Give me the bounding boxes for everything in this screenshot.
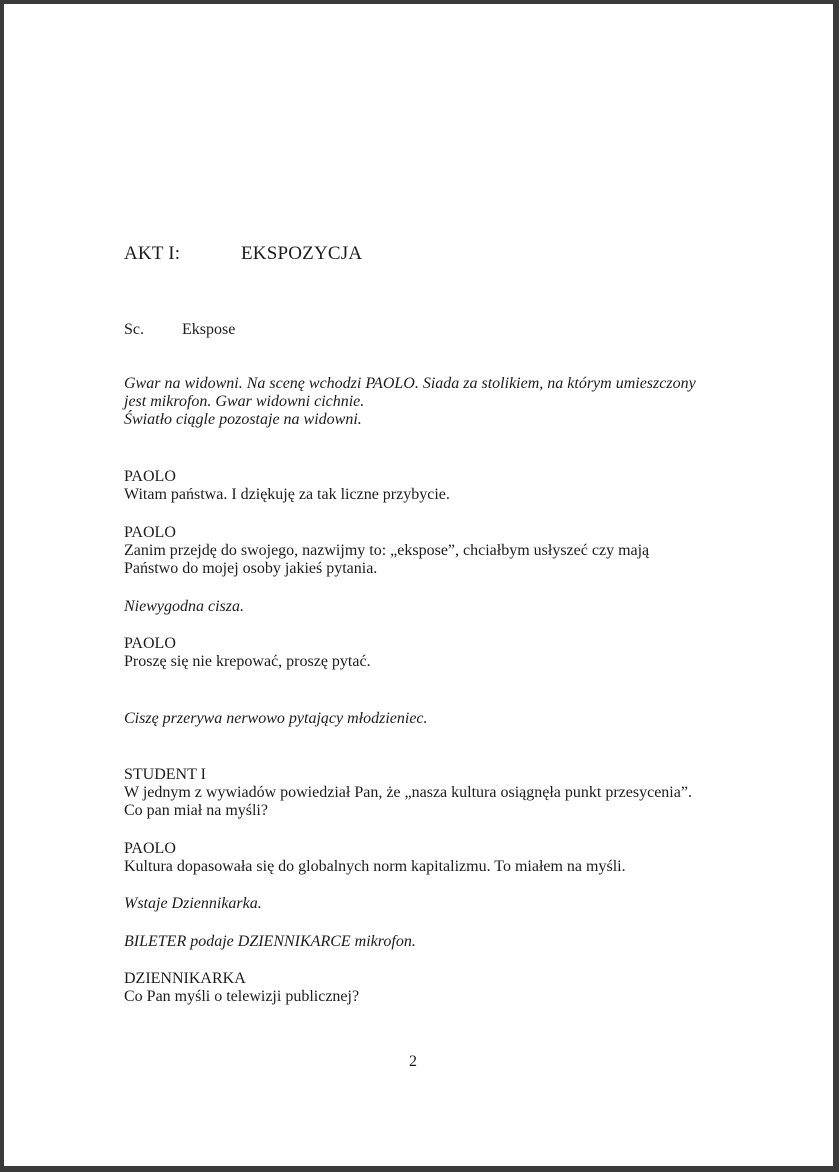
- stage-direction: Wstaje Dziennikarka.: [124, 895, 262, 912]
- stage-direction: BILETER podaje DZIENNIKARCE mikrofon.: [124, 933, 416, 950]
- dialogue-line: Zanim przejdę do swojego, nazwijmy to: „ekspose”, chciałbym usłyszeć czy mają: [124, 542, 650, 559]
- speaker-name: PAOLO: [124, 840, 176, 857]
- dialogue-line: Witam państwa. I dziękuję za tak liczne przybycie.: [124, 486, 450, 503]
- dialogue-line: W jednym z wywiadów powiedział Pan, że „nasza kultura osiągnęła punkt przesycenia”.: [124, 784, 692, 801]
- speaker-name: DZIENNIKARKA: [124, 970, 246, 987]
- act-label: AKT I:: [124, 243, 181, 264]
- page-number: 2: [409, 1053, 417, 1070]
- stage-direction: Ciszę przerywa nerwowo pytający młodzieniec.: [124, 710, 428, 727]
- dialogue-line: Kultura dopasowała się do globalnych norm kapitalizmu. To miałem na myśli.: [124, 858, 626, 875]
- speaker-name: PAOLO: [124, 468, 176, 485]
- speaker-name: PAOLO: [124, 635, 176, 652]
- stage-direction: jest mikrofon. Gwar widowni cichnie.: [124, 393, 365, 410]
- script-page: [4, 4, 833, 1166]
- dialogue-line: Co Pan myśli o telewizji publicznej?: [124, 988, 360, 1005]
- dialogue-line: Co pan miał na myśli?: [124, 802, 268, 819]
- speaker-name: PAOLO: [124, 524, 176, 541]
- speaker-name: STUDENT I: [124, 766, 206, 783]
- dialogue-line: Państwo do mojej osoby jakieś pytania.: [124, 560, 378, 577]
- act-title: EKSPOZYCJA: [241, 243, 363, 264]
- stage-direction: Gwar na widowni. Na scenę wchodzi PAOLO. Siada za stolikiem, na którym umieszczony: [124, 375, 696, 392]
- stage-direction: Światło ciągle pozostaje na widowni.: [124, 411, 362, 428]
- stage-direction: Niewygodna cisza.: [124, 598, 244, 615]
- scene-label: Sc.: [124, 321, 144, 338]
- scene-title: Ekspose: [182, 321, 236, 338]
- dialogue-line: Proszę się nie krepować, proszę pytać.: [124, 653, 371, 670]
